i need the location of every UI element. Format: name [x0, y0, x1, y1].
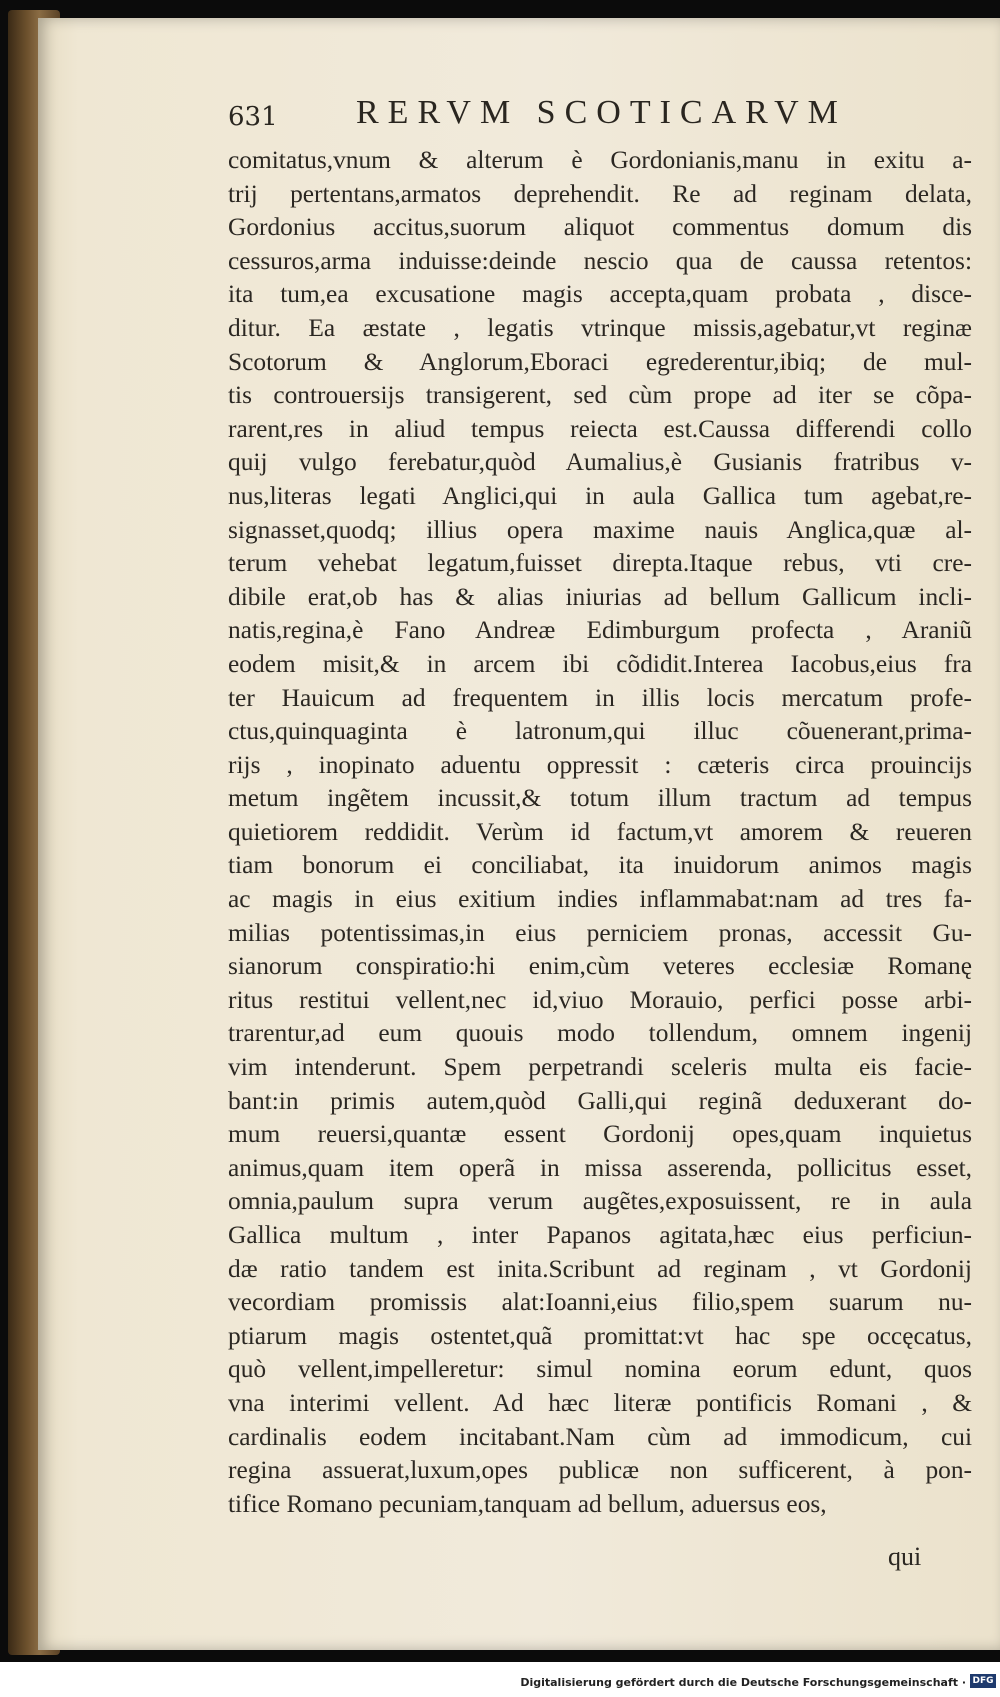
text-line: trij pertentans,armatos deprehendit. Re ad reginam delata, [228, 179, 972, 208]
text-line: dibile erat,ob has & alias iniurias ad bellum Gallicum incli- [228, 582, 972, 611]
text-line: tis controuersijs transigerent, sed cùm prope ad iter se cõpa- [228, 381, 972, 410]
text-line: vna interimi vellent. Ad hæc literæ pontificis Romani , & [228, 1388, 972, 1417]
text-line: metum ingẽtem incussit,& totum illum tractum ad tempus [228, 784, 972, 813]
text-line: bant:in primis autem,quòd Galli,qui reginã deduxerant do- [228, 1086, 972, 1115]
text-line: sianorum conspiratio:hi enim,cùm veteres ecclesiæ Romanę [228, 952, 972, 981]
text-line: ctus,quinquaginta è latronum,qui illuc cõuenerant,prima- [228, 717, 972, 746]
text-line: ditur. Ea æstate , legatis vtrinque missis,agebatur,vt reginæ [228, 313, 972, 342]
digitization-credit: Digitalisierung gefördert durch die Deutsche Forschungsgemeinschaft · [520, 1676, 966, 1689]
text-line: Gordonius accitus,suorum aliquot commentus domum dis [228, 213, 972, 242]
text-line: ita tum,ea excusatione magis accepta,quam probata , disce- [228, 280, 972, 309]
text-line: eodem misit,& in arcem ibi cõdidit.Interea Iacobus,eius fra [228, 649, 972, 678]
text-line: milias potentissimas,in eius perniciem pronas, accessit Gu- [228, 918, 972, 947]
text-line: ritus restitui vellent,nec id,viuo Morauio, perfici posse arbi- [228, 985, 972, 1014]
footer-bar [0, 1662, 1000, 1697]
text-line: quò vellent,impelleretur: simul nomina eorum edunt, quos [228, 1355, 972, 1384]
text-line: comitatus,vnum & alterum è Gordonianis,manu in exitu a- [228, 146, 972, 174]
text-line: omnia,paulum supra verum augẽtes,exposuissent, re in aula [228, 1187, 972, 1216]
book-page [38, 18, 1000, 1650]
text-line: nus,literas legati Anglici,qui in aula Gallica tum agebat,re- [228, 481, 972, 510]
text-line: vim intenderunt. Spem perpetrandi sceleris multa eis facie- [228, 1053, 972, 1082]
text-line: rijs , inopinato aduentu oppressit : cæteris circa prouincijs [228, 750, 972, 779]
text-line: quietiorem reddidit. Verùm id factum,vt amorem & reueren [228, 817, 972, 846]
page-number: 631 [228, 102, 278, 132]
text-line: regina assuerat,luxum,opes publicæ non sufficerent, à pon- [228, 1456, 972, 1485]
text-line: natis,regina,è Fano Andreæ Edimburgum profecta , Araniũ [228, 616, 972, 645]
text-line: terum vehebat legatum,fuisset direpta.Itaque rebus, vti cre- [228, 549, 972, 578]
text-line: quij vulgo ferebatur,quòd Aumalius,è Gusianis fratribus v- [228, 448, 972, 477]
text-line: tifice Romano pecuniam,tanquam ad bellum, aduersus eos, [228, 1489, 827, 1518]
text-line: ter Hauicum ad frequentem in illis locis mercatum profe- [228, 683, 972, 712]
running-head [38, 82, 1000, 132]
running-title: RERVM SCOTICARVM [356, 94, 847, 131]
text-line: Gallica multum , inter Papanos agitata,hæc eius perficiun- [228, 1221, 972, 1249]
text-line: cardinalis eodem incitabant.Nam cùm ad immodicum, cui [228, 1422, 972, 1451]
text-line: vecordiam promissis alat:Ioanni,eius filio,spem suarum nu- [228, 1288, 972, 1317]
text-line: Scotorum & Anglorum,Eboraci egrederentur,ibiq; de mul- [228, 347, 972, 376]
text-line: trarentur,ad eum quouis modo tollendum, omnem ingenij [228, 1019, 972, 1048]
dfg-logo-icon: DFG [970, 1674, 996, 1688]
catchword: qui [888, 1542, 922, 1571]
text-line: dæ ratio tandem est inita.Scribunt ad reginam , vt Gordonij [228, 1254, 972, 1283]
text-line: mum reuersi,quantæ essent Gordonij opes,quam inquietus [228, 1120, 972, 1149]
text-line: cessuros,arma induisse:deinde nescio qua de caussa retentos: [228, 246, 972, 275]
text-line: rarent,res in aliud tempus reiecta est.Caussa differendi collo [228, 414, 972, 443]
text-line: ptiarum magis ostentet,quã promittat:vt hac spe occęcatus, [228, 1321, 972, 1350]
text-line: ac magis in eius exitium indies inflammabat:nam ad tres fa- [228, 885, 972, 914]
text-line: tiam bonorum ei conciliabat, ita inuidorum animos magis [228, 851, 972, 880]
text-line: animus,quam item operã in missa asserenda, pollicitus esset, [228, 1153, 972, 1182]
body-text [228, 144, 972, 1521]
text-line: signasset,quodq; illius opera maxime nauis Anglica,quæ al- [228, 515, 972, 544]
